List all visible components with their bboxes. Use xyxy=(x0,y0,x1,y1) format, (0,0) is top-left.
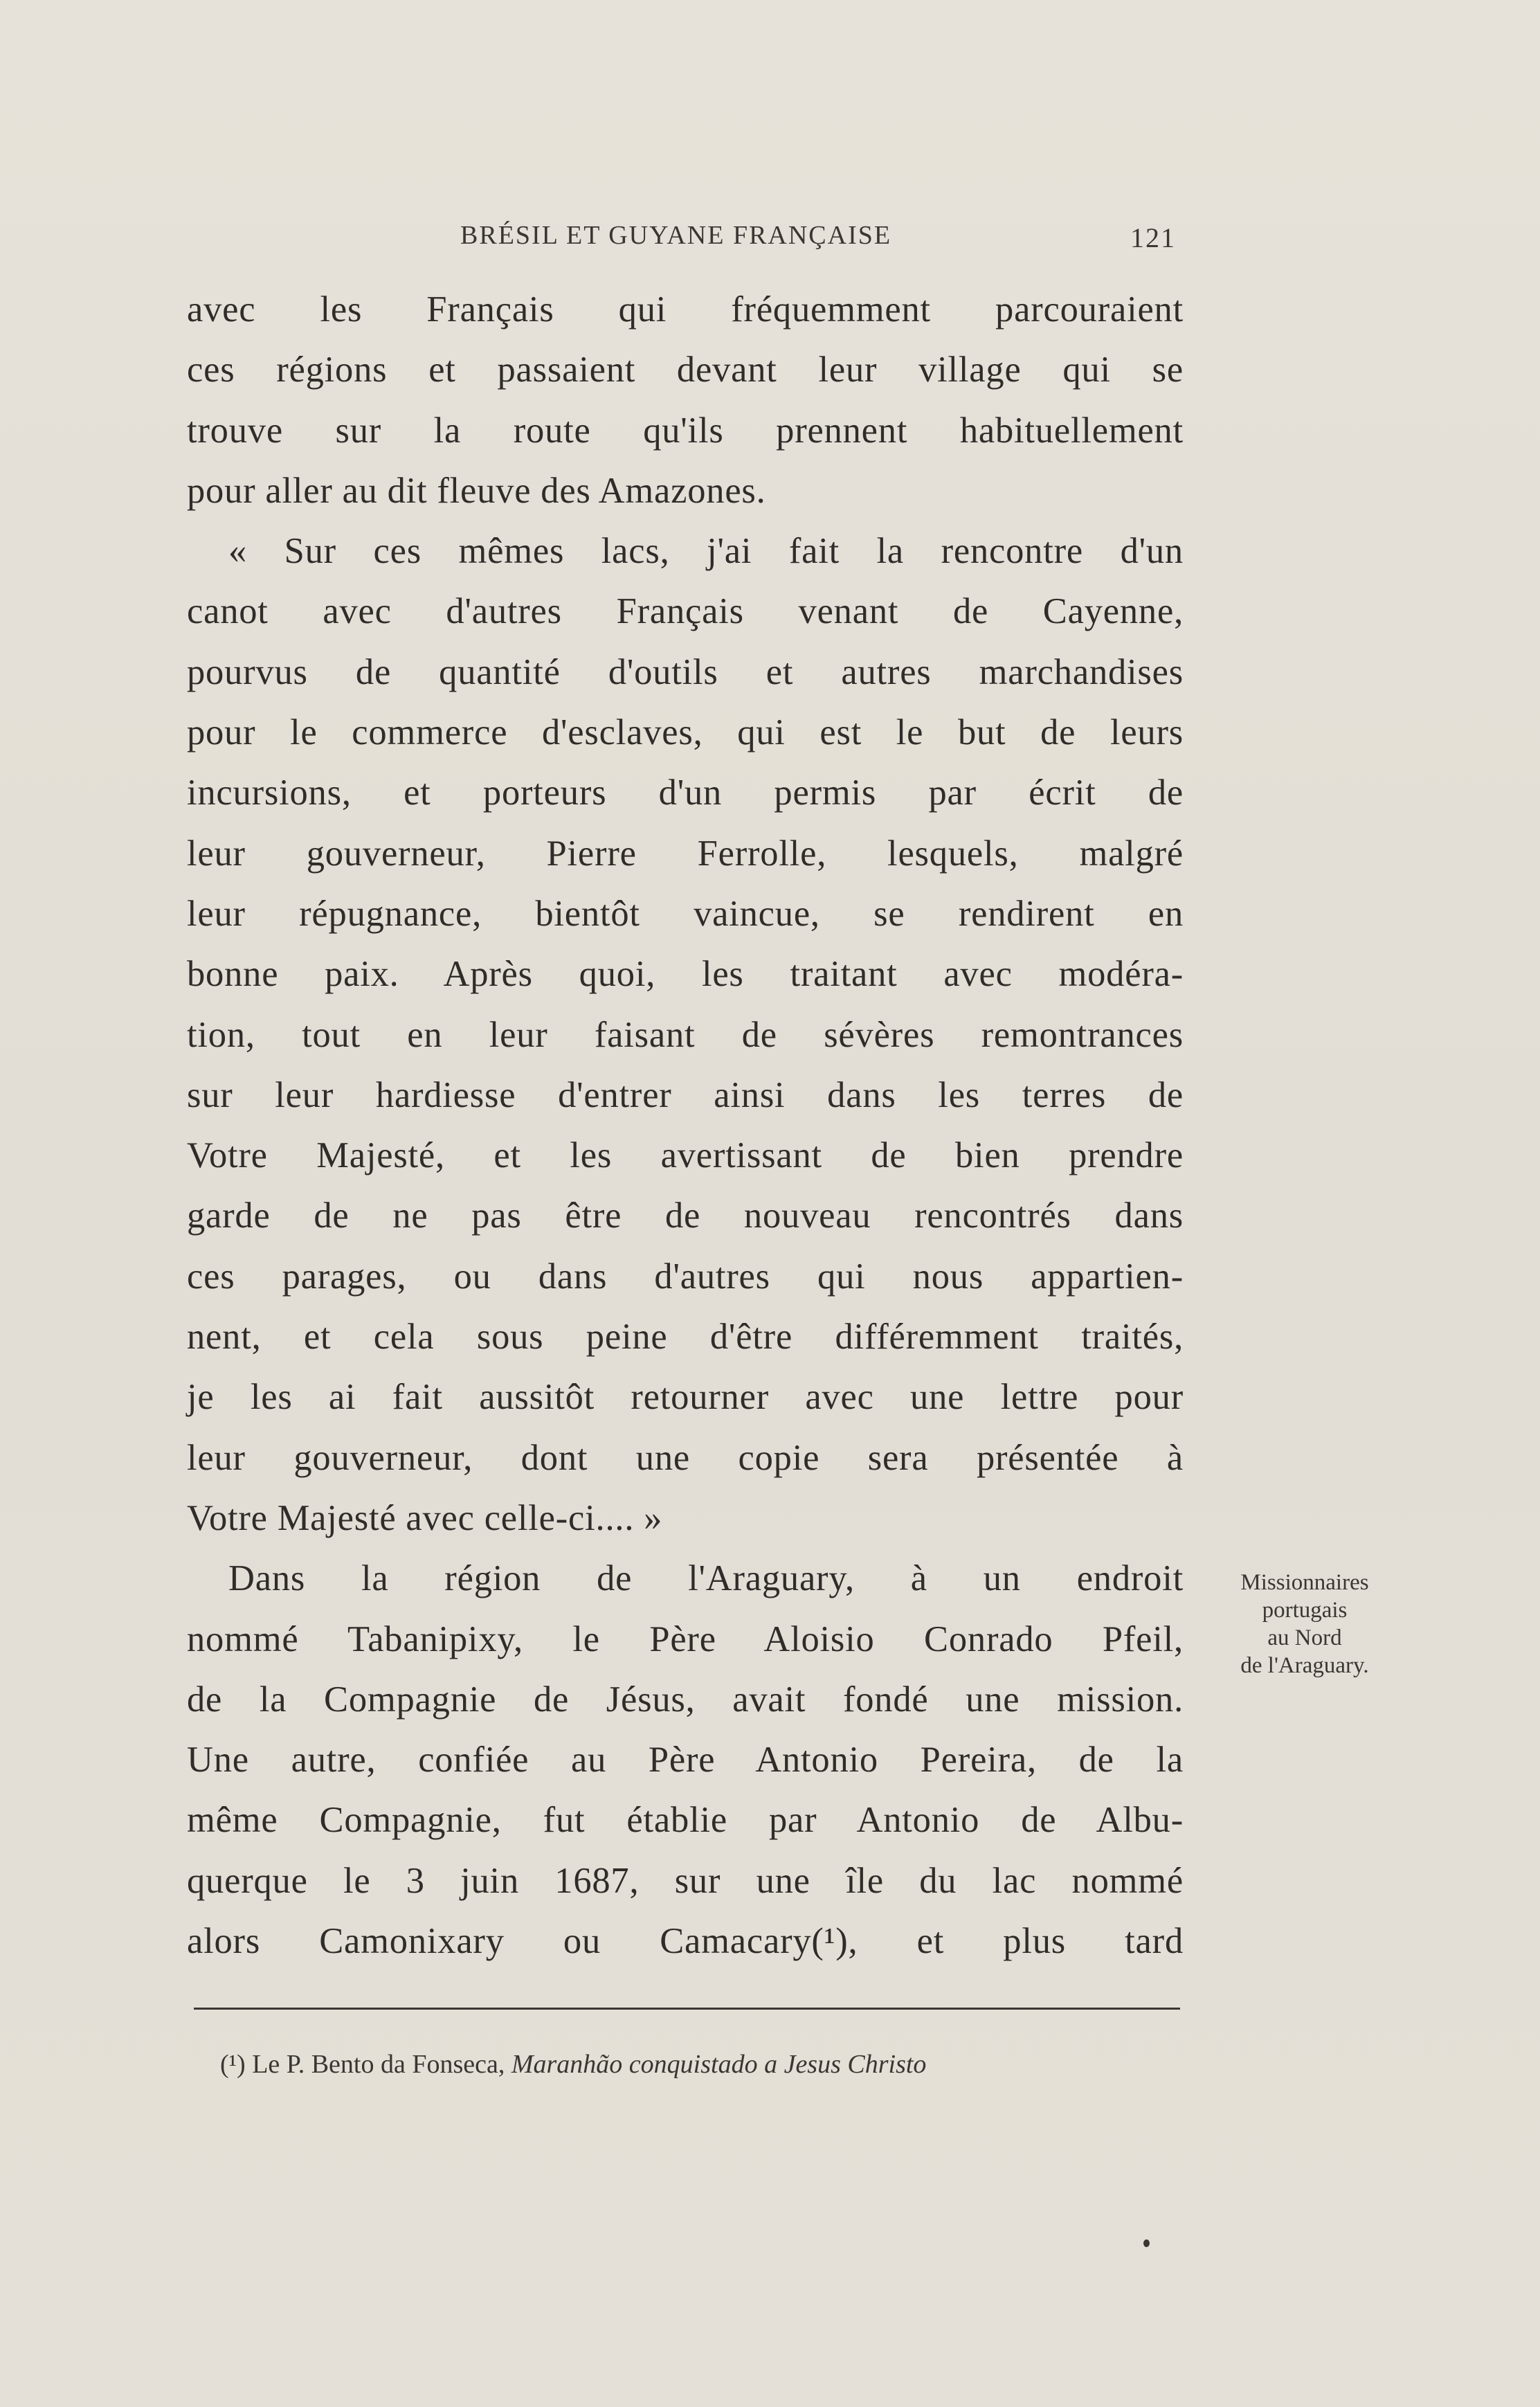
margin-note-line: de l'Araguary. xyxy=(1240,1653,1369,1678)
footnote xyxy=(220,2049,1189,2080)
text-line: pour le commerce d'esclaves, qui est le but de leurs xyxy=(187,712,1184,753)
text-line: pourvus de quantité d'outils et autres marchandises xyxy=(187,651,1184,692)
margin-note xyxy=(1201,1569,1408,1679)
text-line: alors Camonixary ou Camacary(¹), et plus tard xyxy=(187,1921,1184,1962)
text-line: querque le 3 juin 1687, sur une île du lac nommé xyxy=(187,1860,1184,1901)
footnote-marker: (¹) xyxy=(220,2050,246,2079)
text-line: Une autre, confiée au Père Antonio Pereira, de la xyxy=(187,1740,1184,1781)
text-line: trouve sur la route qu'ils prennent habituellement xyxy=(187,410,1184,451)
text-line: sur leur hardiesse d'entrer ainsi dans les terres de xyxy=(187,1074,1184,1115)
text-line: Dans la région de l'Araguary, à un endroit xyxy=(228,1558,1184,1599)
running-title: BRÉSIL ET GUYANE FRANÇAISE xyxy=(460,221,892,250)
margin-note-line: Missionnaires xyxy=(1240,1570,1369,1595)
text-line: bonne paix. Après quoi, les traitant avec modéra- xyxy=(187,954,1184,995)
text-line: pour aller au dit fleuve des Amazones. xyxy=(187,470,766,511)
text-line: tion, tout en leur faisant de sévères remontrances xyxy=(187,1014,1184,1055)
margin-note-line: au Nord xyxy=(1267,1625,1342,1650)
text-line: canot avec d'autres Français venant de Cayenne, xyxy=(187,591,1184,632)
ink-speck xyxy=(1143,2239,1150,2247)
text-line: Votre Majesté avec celle-ci.... » xyxy=(187,1497,663,1538)
text-line: ces régions et passaient devant leur village qui se xyxy=(187,350,1184,390)
footnote-rule xyxy=(194,2008,1180,2010)
body-text xyxy=(187,280,1184,1972)
text-line: ces parages, ou dans d'autres qui nous appartien- xyxy=(187,1256,1184,1297)
text-line: « Sur ces mêmes lacs, j'ai fait la rencontre d'un xyxy=(228,531,1184,572)
running-head xyxy=(460,220,1187,262)
text-line: nent, et cela sous peine d'être différemment traités, xyxy=(187,1317,1184,1358)
text-line: Votre Majesté, et les avertissant de bien prendre xyxy=(187,1135,1184,1176)
text-line: leur gouverneur, dont une copie sera présentée à xyxy=(187,1437,1184,1478)
text-line: leur répugnance, bientôt vaincue, se rendirent en xyxy=(187,893,1184,934)
text-line: avec les Français qui fréquemment parcouraient xyxy=(187,289,1184,330)
text-line: de la Compagnie de Jésus, avait fondé une mission. xyxy=(187,1679,1184,1720)
text-line: nommé Tabanipixy, le Père Aloisio Conrado Pfeil, xyxy=(187,1619,1184,1659)
footnote-work-title: Maranhão conquistado a Jesus Christo xyxy=(511,2050,927,2079)
text-line: garde de ne pas être de nouveau rencontrés dans xyxy=(187,1196,1184,1236)
text-line: leur gouverneur, Pierre Ferrolle, lesquels, malgré xyxy=(187,833,1184,874)
text-line: incursions, et porteurs d'un permis par écrit de xyxy=(187,773,1184,813)
text-line: même Compagnie, fut établie par Antonio de Albu- xyxy=(187,1800,1184,1841)
margin-note-line: portugais xyxy=(1262,1598,1348,1623)
page-number: 121 xyxy=(1130,222,1176,253)
text-line: je les ai fait aussitôt retourner avec une lettre pour xyxy=(187,1377,1184,1418)
footnote-author: Le P. Bento da Fonseca, xyxy=(252,2050,505,2079)
